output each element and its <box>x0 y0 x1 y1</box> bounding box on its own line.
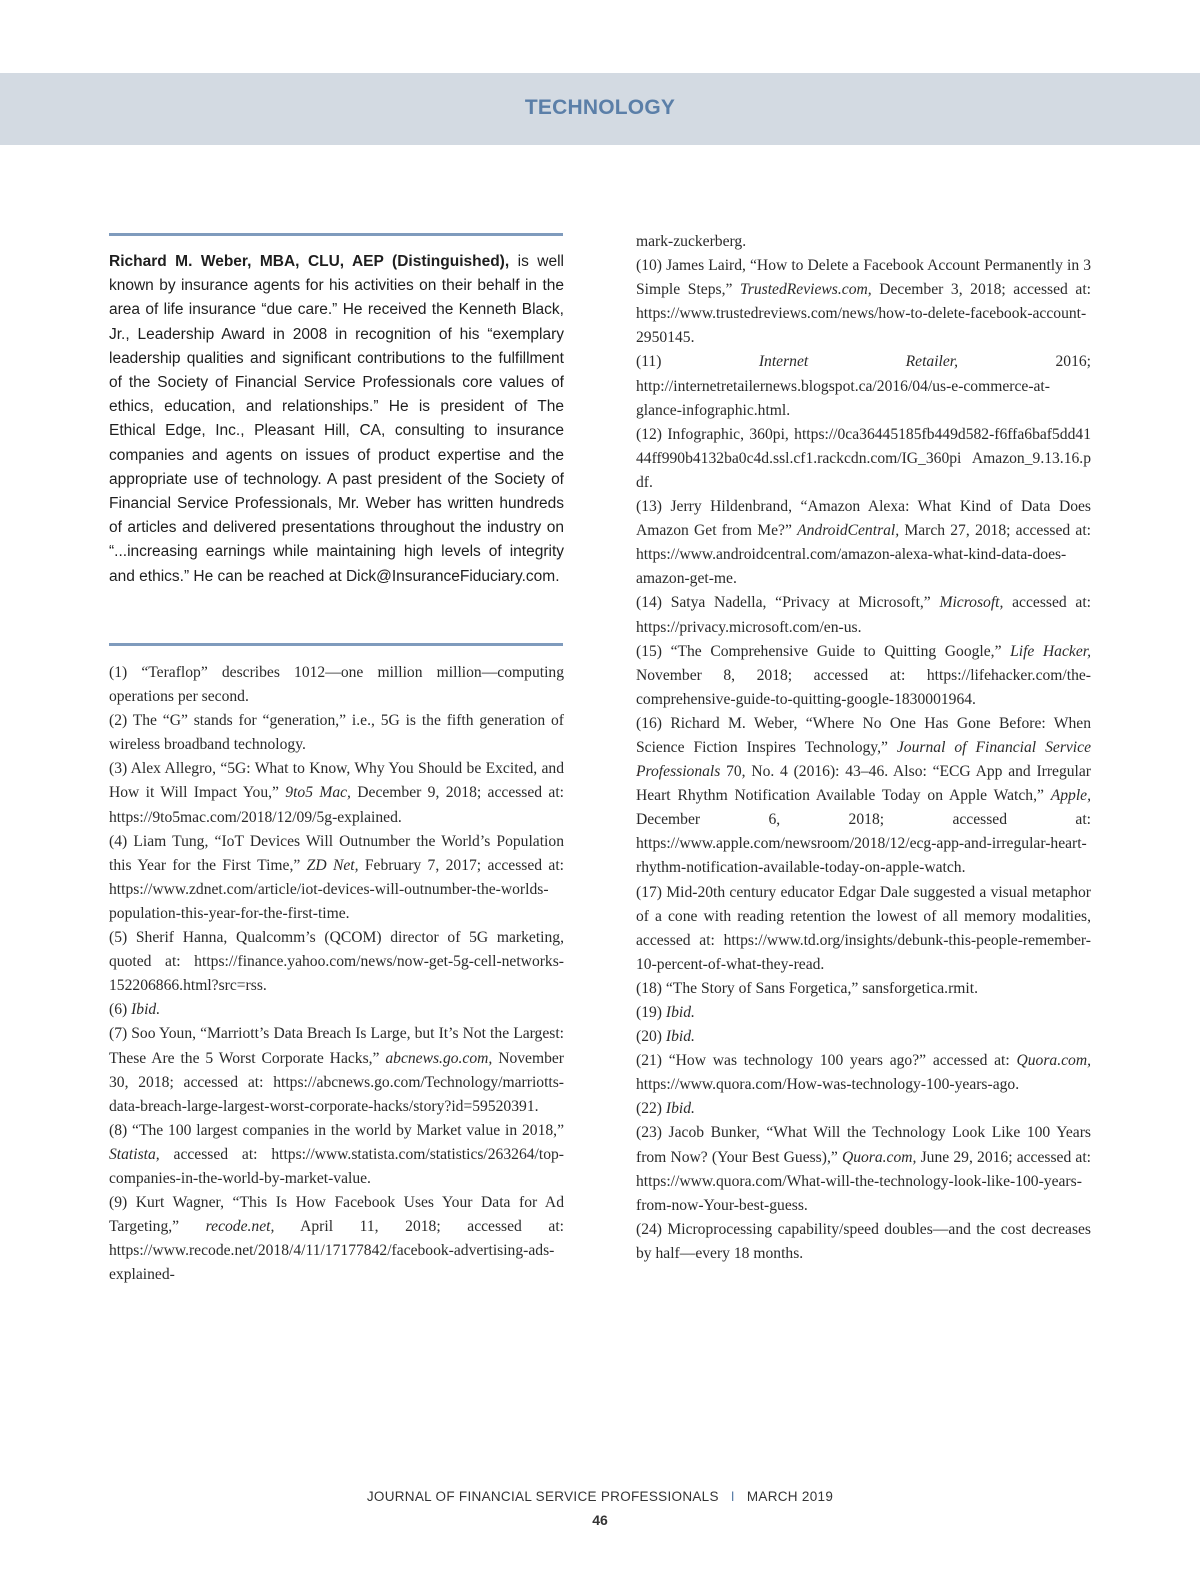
endnote: (14) Satya Nadella, “Privacy at Microsoft,” Microsoft, accessed at: https://privacy.microsoft.com/en-us. <box>636 594 1091 636</box>
bio-bottom-rule <box>109 643 563 646</box>
endnote: (3) Alex Allegro, “5G: What to Know, Why You Should be Excited, and How it Will Impact You,” 9to5 Mac, December 9, 2018; accessed at: https://9to5mac.com/2018/12/09/5g-explained. <box>109 760 565 826</box>
endnote: (15) “The Comprehensive Guide to Quitting Google,” Life Hacker, November 8, 2018; accessed at: https://lifehacker.com/the-comprehensive-guide-to-quitting-google-1830001964. <box>636 642 1091 708</box>
page-number: 46 <box>592 1512 608 1528</box>
author-bio-text: is well known by insurance agents for his activities on their behalf in the area of life insurance “due care.” He received the Kenneth Black, Jr., Leadership Award in 2008 in recognition of his “exemplary leadership qualities and significant contributions to the fulfillment of the Society of Financial Service Professionals core values of ethics, education, and relationships.” He is president of The Ethical Edge, Inc., Pleasant Hill, CA, consulting to insurance companies and agents on issues of product expertise and the appropriate use of technology. A past president of the Society of Financial Service Professionals, Mr. Weber has written hundreds of articles and delivered presentations throughout the industry on “...increasing earnings while maintaining high levels of integrity and ethics.” He can be reached at Dick@InsuranceFiduciary.com. <box>109 253 564 585</box>
bio-top-rule <box>109 233 563 236</box>
endnote: (20) Ibid. <box>636 1028 695 1046</box>
endnote: (1) “Teraflop” describes 1012—one million million—computing operations per second. <box>109 664 564 706</box>
endnotes-left-column <box>109 661 564 1287</box>
endnotes-right-column <box>636 230 1091 1266</box>
endnote: (7) Soo Youn, “Marriott’s Data Breach Is Large, but It’s Not the Largest: These Are the 5 Worst Corporate Hacks,” abcnews.go.com, November 30, 2018; accessed at: https://abcnews.go.com/Technology/marriotts-data-breach-large-largest-worst-corporate-hacks/story?id=59520391. <box>109 1025 565 1115</box>
issue-date: MARCH 2019 <box>746 1489 834 1504</box>
endnote-continuation: mark-zuckerberg. <box>636 233 747 250</box>
endnote: (5) Sherif Hanna, Qualcomm’s (QCOM) director of 5G marketing, quoted at: https://finance.yahoo.com/news/now-get-5g-cell-networks-152206866.html?src=rss. <box>109 929 564 995</box>
section-title: TECHNOLOGY <box>524 96 676 119</box>
endnote: (23) Jacob Bunker, “What Will the Technology Look Like 100 Years from Now? (Your Best Guess),” Quora.com, June 29, 2016; accessed at: https://www.quora.com/What-will-the-technology-look-like-100-years-from-now-Your-best-guess. <box>636 1124 1092 1214</box>
endnote: (13) Jerry Hildenbrand, “Amazon Alexa: What Kind of Data Does Amazon Get from Me?” AndroidCentral, March 27, 2018; accessed at: https://www.androidcentral.com/amazon-alexa-what-kind-data-does-amazon-get-me. <box>636 498 1091 588</box>
footer <box>0 1489 1200 1504</box>
endnote: (12) Infographic, 360pi, https://0ca36445185fb449d582-f6ffa6baf5dd4144ff990b4132ba0c4d.ssl.cf1.rackcdn.com/IG_360pi Amazon_9.13.16.pdf. <box>636 425 1091 491</box>
endnote: (4) Liam Tung, “IoT Devices Will Outnumber the World’s Population this Year for the First Time,” ZD Net, February 7, 2017; accessed at: https://www.zdnet.com/article/iot-devices-will-outnumber-the-worlds-population-this-year-for-the-first-time. <box>109 832 565 922</box>
author-bio <box>109 250 564 589</box>
footer-separator: I <box>730 1489 735 1504</box>
endnote: (6) Ibid. <box>109 1001 161 1019</box>
endnote: (9) Kurt Wagner, “This Is How Facebook Uses Your Data for Ad Targeting,” recode.net, April 11, 2018; accessed at: https://www.recode.net/2018/4/11/17177842/facebook-advertising-ads-explained- <box>109 1194 564 1284</box>
endnote: (11) Internet Retailer, 2016; http://internetretailernews.blogspot.ca/2016/04/us-e-commerce-at-glance-infographic.html. <box>636 353 1091 419</box>
endnote: (18) “The Story of Sans Forgetica,” sansforgetica.rmit. <box>636 979 978 997</box>
endnote: (21) “How was technology 100 years ago?” accessed at: Quora.com, https://www.quora.com/How-was-technology-100-years-ago. <box>636 1052 1091 1094</box>
endnote: (16) Richard M. Weber, “Where No One Has Gone Before: When Science Fiction Inspires Technology,” Journal of Financial Service Professionals 70, No. 4 (2016): 43–46. Also: “ECG App and Irregular Heart Rhythm Notification Available Today on Apple Watch,” Apple, December 6, 2018; accessed at: https://www.apple.com/newsroom/2018/12/ecg-app-and-irregular-heart-rhythm-notification-available-today-on-apple-watch. <box>636 714 1091 877</box>
endnote: (19) Ibid. <box>636 1004 695 1021</box>
endnote: (2) The “G” stands for “generation,” i.e., 5G is the fifth generation of wireless broadband technology. <box>109 712 564 754</box>
endnote: (24) Microprocessing capability/speed doubles—and the cost decreases by half—every 18 months. <box>636 1220 1091 1262</box>
endnote: (22) Ibid. <box>636 1100 695 1118</box>
endnote: (8) “The 100 largest companies in the world by Market value in 2018,” Statista, accessed at: https://www.statista.com/statistics/263264/top-companies-in-the-world-by-market-value. <box>109 1121 564 1187</box>
journal-name: JOURNAL OF FINANCIAL SERVICE PROFESSIONALS <box>366 1489 719 1504</box>
endnote: (17) Mid-20th century educator Edgar Dale suggested a visual metaphor of a cone with reading retention the lowest of all memory modalities, accessed at: https://www.td.org/insights/debunk-this-people-remember-10-percent-of-what-they-read. <box>636 883 1091 973</box>
author-name: Richard M. Weber, MBA, CLU, AEP (Distinguished), <box>109 253 510 270</box>
endnote: (10) James Laird, “How to Delete a Facebook Account Permanently in 3 Simple Steps,” TrustedReviews.com, December 3, 2018; accessed at: https://www.trustedreviews.com/news/how-to-delete-facebook-account-2950145. <box>636 257 1092 347</box>
